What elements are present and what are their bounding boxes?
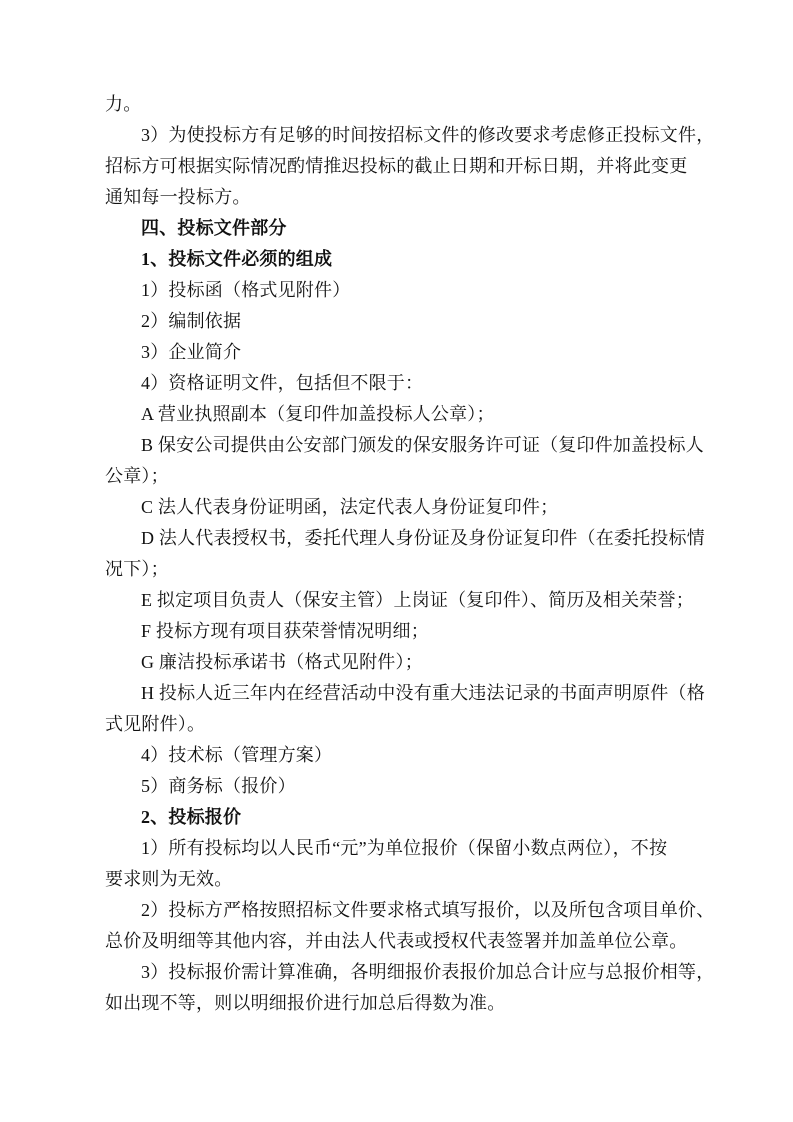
list-item-line: D 法人代表授权书，委托代理人身份证及身份证复印件（在委托投标情 [141,528,705,548]
list-item-line: 1）投标函（格式见附件） [141,280,351,300]
subheading-text: 1、投标文件必须的组成 [141,249,333,269]
section-heading-text: 四、投标文件部分 [141,218,287,238]
list-item-technical-bid [105,740,701,771]
document-body [105,89,715,1019]
paragraph-price-accuracy [105,957,715,1019]
paragraph-line: 2）投标方严格按照招标文件要求格式填写报价，以及所包含项目单价、 [141,900,715,920]
list-item-h-no-violation-statement [105,678,705,740]
list-item-line: G 廉洁投标承诺书（格式见附件）； [141,652,423,672]
paragraph-line: 3）为使投标方有足够的时间按招标文件的修改要求考虑修正投标文件， [141,125,715,145]
list-item-commercial-bid [105,771,701,802]
paragraph-line: 要求则为无效。 [105,869,233,889]
list-item-c-legal-rep-id [105,492,701,523]
list-item-bid-letter [105,275,701,306]
paragraph-line: 总价及明细等其他内容，并由法人代表或授权代表签署并加盖单位公章。 [105,931,688,951]
list-item-line: C 法人代表身份证明函，法定代表人身份证复印件； [141,497,559,517]
list-item-compilation-basis [105,306,701,337]
list-item-line: E 拟定项目负责人（保安主管）上岗证（复印件）、简历及相关荣誉； [141,590,694,610]
list-item-b-security-permit [105,430,704,492]
list-item-line: A 营业执照副本（复印件加盖投标人公章）； [141,404,495,424]
paragraph-line: 如出现不等，则以明细报价进行加总后得数为准。 [105,993,506,1013]
list-item-line: 式见附件）。 [105,714,206,734]
paragraph-deadline-extension [105,120,715,213]
list-item-g-integrity-commitment [105,647,701,678]
subheading-required-composition [105,244,701,275]
list-item-line: H 投标人近三年内在经营活动中没有重大违法记录的书面声明原件（格 [141,683,705,703]
list-item-line: B 保安公司提供由公安部门颁发的保安服务许可证（复印件加盖投标人 [141,435,704,455]
paragraph-price-format [105,895,715,957]
list-item-d-authorization-letter [105,523,705,585]
list-item-f-honors-detail [105,616,701,647]
paragraph-line: 力。 [105,94,142,114]
list-item-company-profile [105,337,701,368]
paragraph-line: 招标方可根据实际情况酌情推迟投标的截止日期和开标日期，并将此变更 [105,156,688,176]
section-heading-bid-documents [105,213,701,244]
subheading-text: 2、投标报价 [141,807,242,827]
paragraph-line: 通知每一投标方。 [105,187,251,207]
list-item-qualification-documents [105,368,701,399]
paragraph-line: 3）投标报价需计算准确，各明细报价表报价加总合计应与总报价相等， [141,962,715,982]
list-item-line: 5）商务标（报价） [141,776,296,796]
list-item-line: 况下）； [105,559,169,579]
list-item-line: F 投标方现有项目获荣誉情况明细； [141,621,429,641]
paragraph-price-unit-rmb [105,833,701,895]
list-item-e-project-manager-cert [105,585,701,616]
paragraph-line: 1）所有投标均以人民币“元”为单位报价（保留小数点两位），不按 [141,838,668,858]
subheading-bid-price [105,802,701,833]
list-item-line: 公章）； [105,466,169,486]
paragraph-continuation [105,89,701,120]
list-item-line: 3）企业简介 [141,342,242,362]
list-item-a-business-license [105,399,701,430]
list-item-line: 4）资格证明文件，包括但不限于： [141,373,424,393]
list-item-line: 2）编制依据 [141,311,242,331]
list-item-line: 4）技术标（管理方案） [141,745,333,765]
